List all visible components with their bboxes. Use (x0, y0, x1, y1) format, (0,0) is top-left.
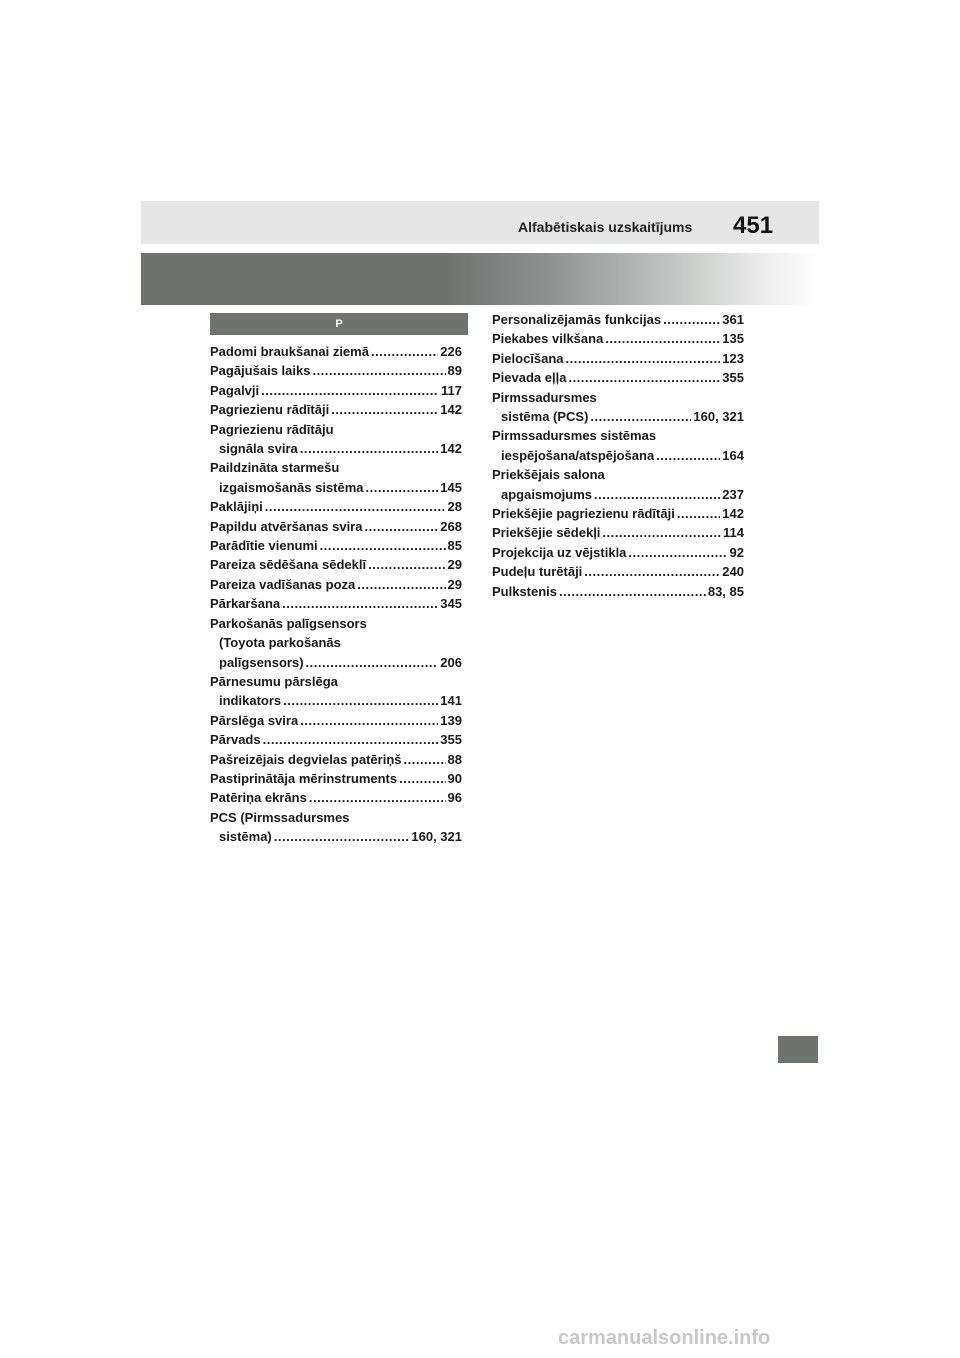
index-entry-line (210, 420, 462, 439)
index-term: Pārslēga svira (210, 712, 299, 728)
page-reference: 89 (447, 363, 462, 379)
index-term: Pulkstenis (492, 583, 558, 599)
page-reference: 160, 321 (693, 409, 744, 425)
dot-leader (628, 543, 727, 562)
dot-leader (594, 485, 720, 504)
dot-leader (364, 517, 438, 536)
index-entry (210, 555, 462, 574)
thumb-index-tab (778, 1036, 818, 1063)
dot-leader (300, 711, 438, 730)
index-entry-line (492, 407, 744, 426)
dot-leader (566, 349, 721, 368)
page-reference: 345 (440, 596, 462, 612)
index-entry (210, 594, 462, 613)
index-term: Pagājušais laiks (210, 363, 311, 379)
dot-leader (320, 536, 446, 555)
index-entry-line (492, 465, 744, 484)
page-reference: 92 (729, 544, 744, 560)
index-entry-line (210, 614, 462, 633)
dot-leader (404, 750, 446, 769)
index-entry (210, 342, 462, 361)
dot-leader (357, 575, 445, 594)
index-entry (210, 575, 462, 594)
index-entry (492, 523, 744, 542)
dot-leader (309, 788, 446, 807)
dot-leader (265, 497, 446, 516)
index-entry (492, 426, 744, 465)
index-entry-line (210, 400, 462, 419)
index-entry-line (210, 769, 462, 788)
dot-leader (366, 478, 439, 497)
dot-leader (584, 562, 720, 581)
index-term: Pašreizējais degvielas patēriņš (210, 751, 402, 767)
index-entry (492, 310, 744, 329)
index-entry (210, 497, 462, 516)
page-reference: 142 (440, 441, 462, 457)
index-column-right (492, 310, 744, 601)
index-entry (210, 614, 462, 672)
index-entry-line (492, 582, 744, 601)
index-entry (210, 458, 462, 497)
index-term: Projekcija uz vējstikla (492, 544, 627, 560)
page-reference: 355 (722, 370, 744, 386)
index-term: Pielocīšana (492, 350, 564, 366)
dot-leader (306, 653, 439, 672)
page-reference: 164 (722, 447, 744, 463)
page-reference: 88 (447, 751, 462, 767)
index-entry (210, 536, 462, 555)
index-entry (210, 400, 462, 419)
index-entry-line (210, 458, 462, 477)
page-reference: 141 (440, 693, 462, 709)
page-reference: 268 (440, 518, 462, 534)
index-term: sistēma) (219, 829, 272, 845)
index-column-left (210, 342, 462, 847)
index-entry (492, 582, 744, 601)
index-term: Pirmssadursmes (492, 389, 597, 405)
page-reference: 361 (722, 312, 744, 327)
index-entry-line (210, 672, 462, 691)
index-term: Pievada eļļa (492, 370, 567, 386)
index-entry (492, 504, 744, 523)
index-term: Personalizējamās funkcijas (492, 312, 662, 327)
index-term: palīgsensors) (219, 654, 304, 670)
index-term: Pudeļu turētāji (492, 564, 583, 580)
index-term: Patēriņa ekrāns (210, 790, 307, 806)
dot-leader (663, 310, 720, 329)
index-entry-line (210, 827, 462, 846)
index-entry-line (210, 361, 462, 380)
index-entry-line (492, 426, 744, 445)
index-term: izgaismošanās sistēma (219, 479, 364, 495)
index-term: PCS (Pirmssadursmes (210, 809, 350, 825)
index-entry (492, 349, 744, 368)
dot-leader (331, 400, 438, 419)
index-entry-line (210, 633, 462, 652)
page-reference: 145 (440, 479, 462, 495)
dot-leader (274, 827, 410, 846)
index-entry-line (492, 446, 744, 465)
dot-leader (605, 329, 720, 348)
index-term: Parādītie vienumi (210, 538, 318, 554)
index-entry-line (210, 691, 462, 710)
index-entry (210, 730, 462, 749)
page-reference: 206 (440, 654, 462, 670)
dot-leader (263, 730, 439, 749)
index-entry (492, 388, 744, 427)
index-entry (210, 381, 462, 400)
index-entry-line (492, 485, 744, 504)
index-entry (492, 368, 744, 387)
index-entry-line (210, 536, 462, 555)
index-entry (210, 672, 462, 711)
index-term: Pareiza sēdēšana sēdeklī (210, 557, 367, 573)
index-entry-line (210, 381, 462, 400)
section-letter: P (335, 318, 343, 330)
index-entry (210, 769, 462, 788)
dot-leader (282, 594, 438, 613)
dot-leader (559, 582, 706, 601)
dot-leader (300, 439, 439, 458)
index-term: Priekšējie pagriezienu rādītāji (492, 506, 675, 522)
decorative-gradient-bar (141, 253, 819, 305)
index-term: Priekšējie sēdekļi (492, 525, 601, 541)
index-entry-line (210, 342, 462, 361)
index-entry-line (210, 555, 462, 574)
index-entry-line (210, 750, 462, 769)
index-entry (210, 711, 462, 730)
index-term: Papildu atvēršanas svira (210, 518, 363, 534)
index-entry-line (492, 368, 744, 387)
dot-leader (677, 504, 720, 523)
dot-leader (261, 381, 439, 400)
dot-leader (368, 555, 445, 574)
page-reference: 135 (722, 331, 744, 347)
index-term: (Toyota parkošanās (219, 635, 341, 651)
index-entry-line (492, 310, 744, 329)
index-term: Pareiza vadīšanas poza (210, 576, 356, 592)
index-entry-line (210, 594, 462, 613)
page-reference: 142 (722, 506, 744, 522)
index-entry (492, 329, 744, 348)
index-term: Piekabes vilkšana (492, 331, 604, 347)
watermark: carmanualsonline.info (558, 1327, 771, 1349)
index-entry (210, 808, 462, 847)
index-term: Padomi braukšanai ziemā (210, 344, 369, 359)
index-entry-line (210, 575, 462, 594)
index-entry-line (492, 504, 744, 523)
index-entry (210, 420, 462, 459)
index-entry-line (492, 329, 744, 348)
dot-leader (656, 446, 720, 465)
page-reference: 90 (447, 770, 462, 786)
index-term: Paklājiņi (210, 499, 263, 515)
page-reference: 117 (441, 382, 462, 398)
index-term: apgaismojums (501, 486, 593, 502)
index-entry-line (210, 517, 462, 536)
header-band (141, 201, 819, 244)
index-entry-line (210, 730, 462, 749)
index-entry-line (492, 543, 744, 562)
index-term: signāla svira (219, 441, 298, 457)
page-reference: 355 (440, 732, 462, 748)
page-reference: 29 (447, 557, 462, 573)
page-reference: 237 (722, 486, 744, 502)
index-term: Pārkaršana (210, 596, 281, 612)
index-entry-line (210, 497, 462, 516)
index-entry (492, 543, 744, 562)
index-entry (210, 361, 462, 380)
index-entry-line (210, 478, 462, 497)
index-entry (210, 517, 462, 536)
page-reference: 85 (447, 538, 462, 554)
dot-leader (283, 691, 438, 710)
page-reference: 139 (440, 712, 462, 728)
page-reference: 114 (723, 525, 744, 541)
index-term: Pārnesumu pārslēga (210, 673, 338, 689)
index-entry (492, 562, 744, 581)
dot-leader (312, 361, 445, 380)
page-reference: 29 (447, 576, 462, 592)
page-reference: 123 (722, 350, 744, 366)
index-entry-line (492, 388, 744, 407)
page-reference: 28 (447, 499, 462, 515)
page-reference: 142 (440, 402, 462, 418)
dot-leader (568, 368, 720, 387)
page-reference: 96 (447, 790, 462, 806)
dot-leader (602, 523, 721, 542)
index-entry (492, 465, 744, 504)
header-title: Alfabētiskais uzskaitījums (518, 219, 693, 235)
page-reference: 160, 321 (411, 829, 462, 845)
dot-leader (371, 342, 438, 361)
index-entry-line (210, 439, 462, 458)
index-term: Pagriezienu rādītāji (210, 402, 330, 418)
index-term: Pirmssadursmes sistēmas (492, 428, 657, 444)
section-letter-band (210, 313, 468, 335)
index-entry-line (210, 711, 462, 730)
index-entry (210, 788, 462, 807)
index-term: Pagriezienu rādītāju (210, 421, 334, 437)
index-term: Paildzināta starmešu (210, 460, 340, 476)
index-entry-line (492, 349, 744, 368)
index-entry-line (210, 808, 462, 827)
index-term: indikators (219, 693, 282, 709)
page-reference: 240 (722, 564, 744, 580)
index-term: Parkošanās palīgsensors (210, 615, 367, 631)
index-term: iespējošana/atspējošana (501, 447, 655, 463)
index-entry-line (210, 788, 462, 807)
index-entry-line (210, 653, 462, 672)
dot-leader (590, 407, 691, 426)
index-entry (210, 750, 462, 769)
index-term: Pagalvji (210, 382, 260, 398)
index-entry-line (492, 562, 744, 581)
page-reference: 226 (440, 344, 462, 359)
page-number: 451 (733, 212, 774, 239)
index-term: sistēma (PCS) (501, 409, 589, 425)
index-term: Pārvads (210, 732, 261, 748)
index-term: Pastiprinātāja mērinstruments (210, 770, 398, 786)
index-entry-line (492, 523, 744, 542)
dot-leader (399, 769, 445, 788)
page-reference: 83, 85 (707, 583, 744, 599)
index-term: Priekšējais salona (492, 467, 605, 483)
